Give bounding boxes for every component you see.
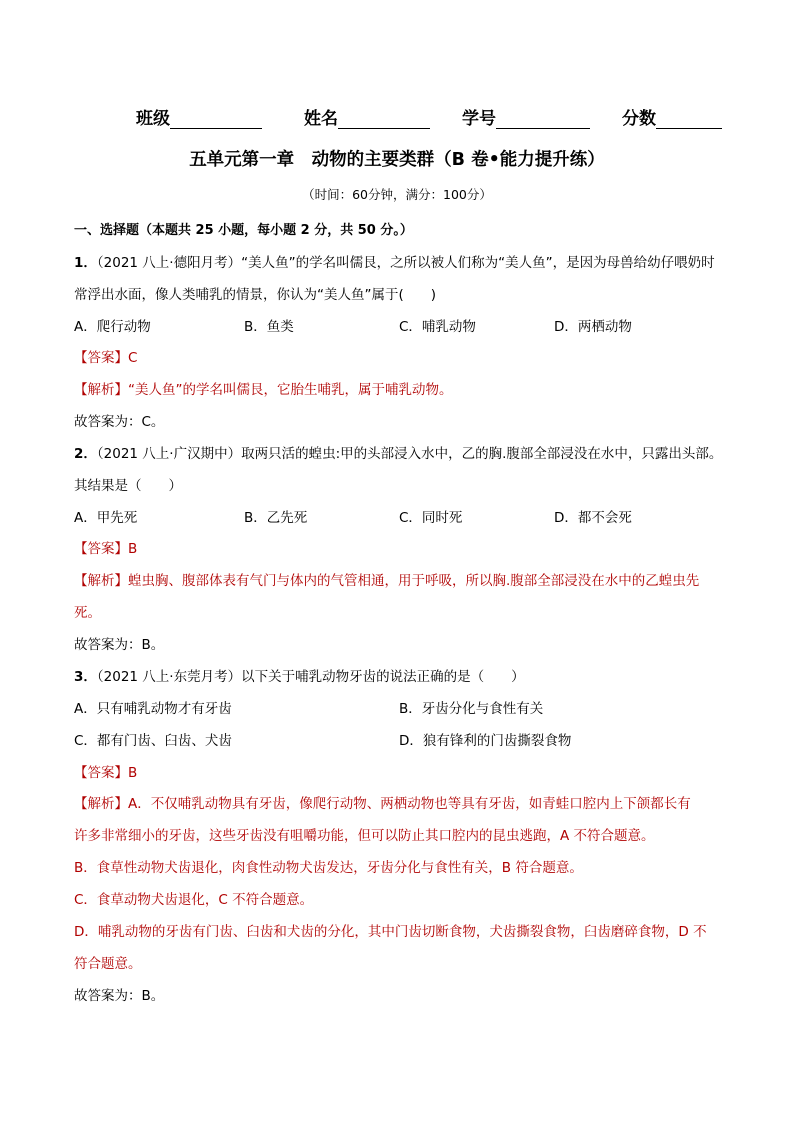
score-label: 分数	[622, 109, 656, 129]
header-fields	[136, 104, 726, 130]
q1-option-c: C．哺乳动物	[399, 319, 476, 335]
name-field	[304, 104, 430, 129]
q2-conclusion: 故答案为：B。	[74, 637, 165, 653]
q2-stem-text1: （2021 八上·广汉期中）取两只活的蝗虫:甲的头部浸入水中，乙的胸.腹部全部浸没在水中，只露出头部。	[96, 446, 723, 462]
q3-stem-text1: （2021 八上·东莞月考）以下关于哺乳动物牙齿的说法正确的是（ ）	[96, 669, 525, 685]
q1-option-b: B．鱼类	[244, 319, 294, 335]
q2-analysis-tag: 【解析】	[74, 573, 128, 589]
q3-analysis-d-line1: D．哺乳动物的牙齿有门齿、臼齿和犬齿的分化，其中门齿切断食物，犬齿撕裂食物，臼齿磨碎食物，D 不	[74, 924, 707, 940]
q2-analysis-line1	[74, 569, 699, 589]
q3-analysis-a-text1: A．不仅哺乳动物具有牙齿，像爬行动物、两栖动物也等具有牙齿，如青蛙口腔内上下颌都长有	[128, 796, 691, 812]
q1-option-a: A．爬行动物	[74, 319, 151, 335]
q2-option-a: A．甲先死	[74, 510, 138, 526]
q2-stem-line1	[74, 442, 722, 462]
q3-option-d: D．狼有锋利的门齿撕裂食物	[399, 733, 572, 749]
q3-stem-line1	[74, 665, 525, 685]
id-blank	[496, 110, 590, 129]
q2-stem-line2: 其结果是（ ）	[74, 478, 182, 494]
section-heading: 一、选择题（本题共 25 小题，每小题 2 分，共 50 分。）	[74, 223, 413, 238]
q3-conclusion: 故答案为：B。	[74, 988, 165, 1004]
page-title: 五单元第一章 动物的主要类群（B 卷•能力提升练）	[189, 150, 605, 170]
q1-number: 1．	[74, 255, 97, 271]
q1-stem-line1	[74, 251, 715, 271]
q2-answer: 【答案】B	[74, 541, 138, 557]
q2-number: 2．	[74, 446, 97, 462]
q3-option-c: C．都有门齿、臼齿、犬齿	[74, 733, 232, 749]
q3-analysis-tag: 【解析】	[74, 796, 128, 812]
class-label: 班级	[136, 109, 170, 129]
q1-conclusion: 故答案为：C。	[74, 414, 165, 430]
q3-analysis-a-line1	[74, 792, 691, 812]
name-blank	[338, 110, 430, 129]
q1-analysis-text: “美人鱼”的学名叫儒艮，它胎生哺乳，属于哺乳动物。	[128, 382, 453, 398]
q3-analysis-a-line2: 许多非常细小的牙齿，这些牙齿没有咀嚼功能，但可以防止其口腔内的昆虫逃跑，A 不符合题意。	[74, 828, 655, 844]
q3-analysis-d-line2: 符合题意。	[74, 956, 142, 972]
q1-stem-line2: 常浮出水面，像人类哺乳的情景，你认为“美人鱼”属于( )	[74, 287, 437, 303]
class-field	[136, 104, 262, 129]
id-field	[462, 104, 590, 129]
q3-option-b: B．牙齿分化与食性有关	[399, 701, 544, 717]
q3-analysis-b: B．食草性动物犬齿退化，肉食性动物犬齿发达，牙齿分化与食性有关，B 符合题意。	[74, 860, 583, 876]
q3-option-a: A．只有哺乳动物才有牙齿	[74, 701, 232, 717]
q2-option-c: C．同时死	[399, 510, 463, 526]
q3-answer: 【答案】B	[74, 765, 138, 781]
name-label: 姓名	[304, 109, 338, 129]
id-label: 学号	[462, 109, 496, 129]
q1-analysis-tag: 【解析】	[74, 382, 128, 398]
q3-number: 3．	[74, 669, 97, 685]
score-field	[622, 104, 722, 129]
q1-answer: 【答案】C	[74, 350, 138, 366]
q3-analysis-c: C．食草动物犬齿退化，C 不符合题意。	[74, 892, 314, 908]
q1-option-d: D．两栖动物	[554, 319, 632, 335]
page-subtitle: （时间：60分钟，满分：100分）	[302, 187, 492, 202]
q2-option-b: B．乙先死	[244, 510, 308, 526]
score-blank	[656, 110, 722, 129]
class-blank	[170, 110, 262, 129]
q2-option-d: D．都不会死	[554, 510, 632, 526]
q1-analysis	[74, 378, 453, 398]
q2-analysis-text1: 蝗虫胸、腹部体表有气门与体内的气管相通，用于呼吸，所以胸.腹部全部浸没在水中的乙蝗虫先	[128, 573, 700, 589]
q2-analysis-line2: 死。	[74, 605, 101, 621]
q1-stem-text1: （2021 八上·德阳月考）“美人鱼”的学名叫儒艮，之所以被人们称为“美人鱼”，是因为母兽给幼仔喂奶时	[96, 255, 715, 271]
